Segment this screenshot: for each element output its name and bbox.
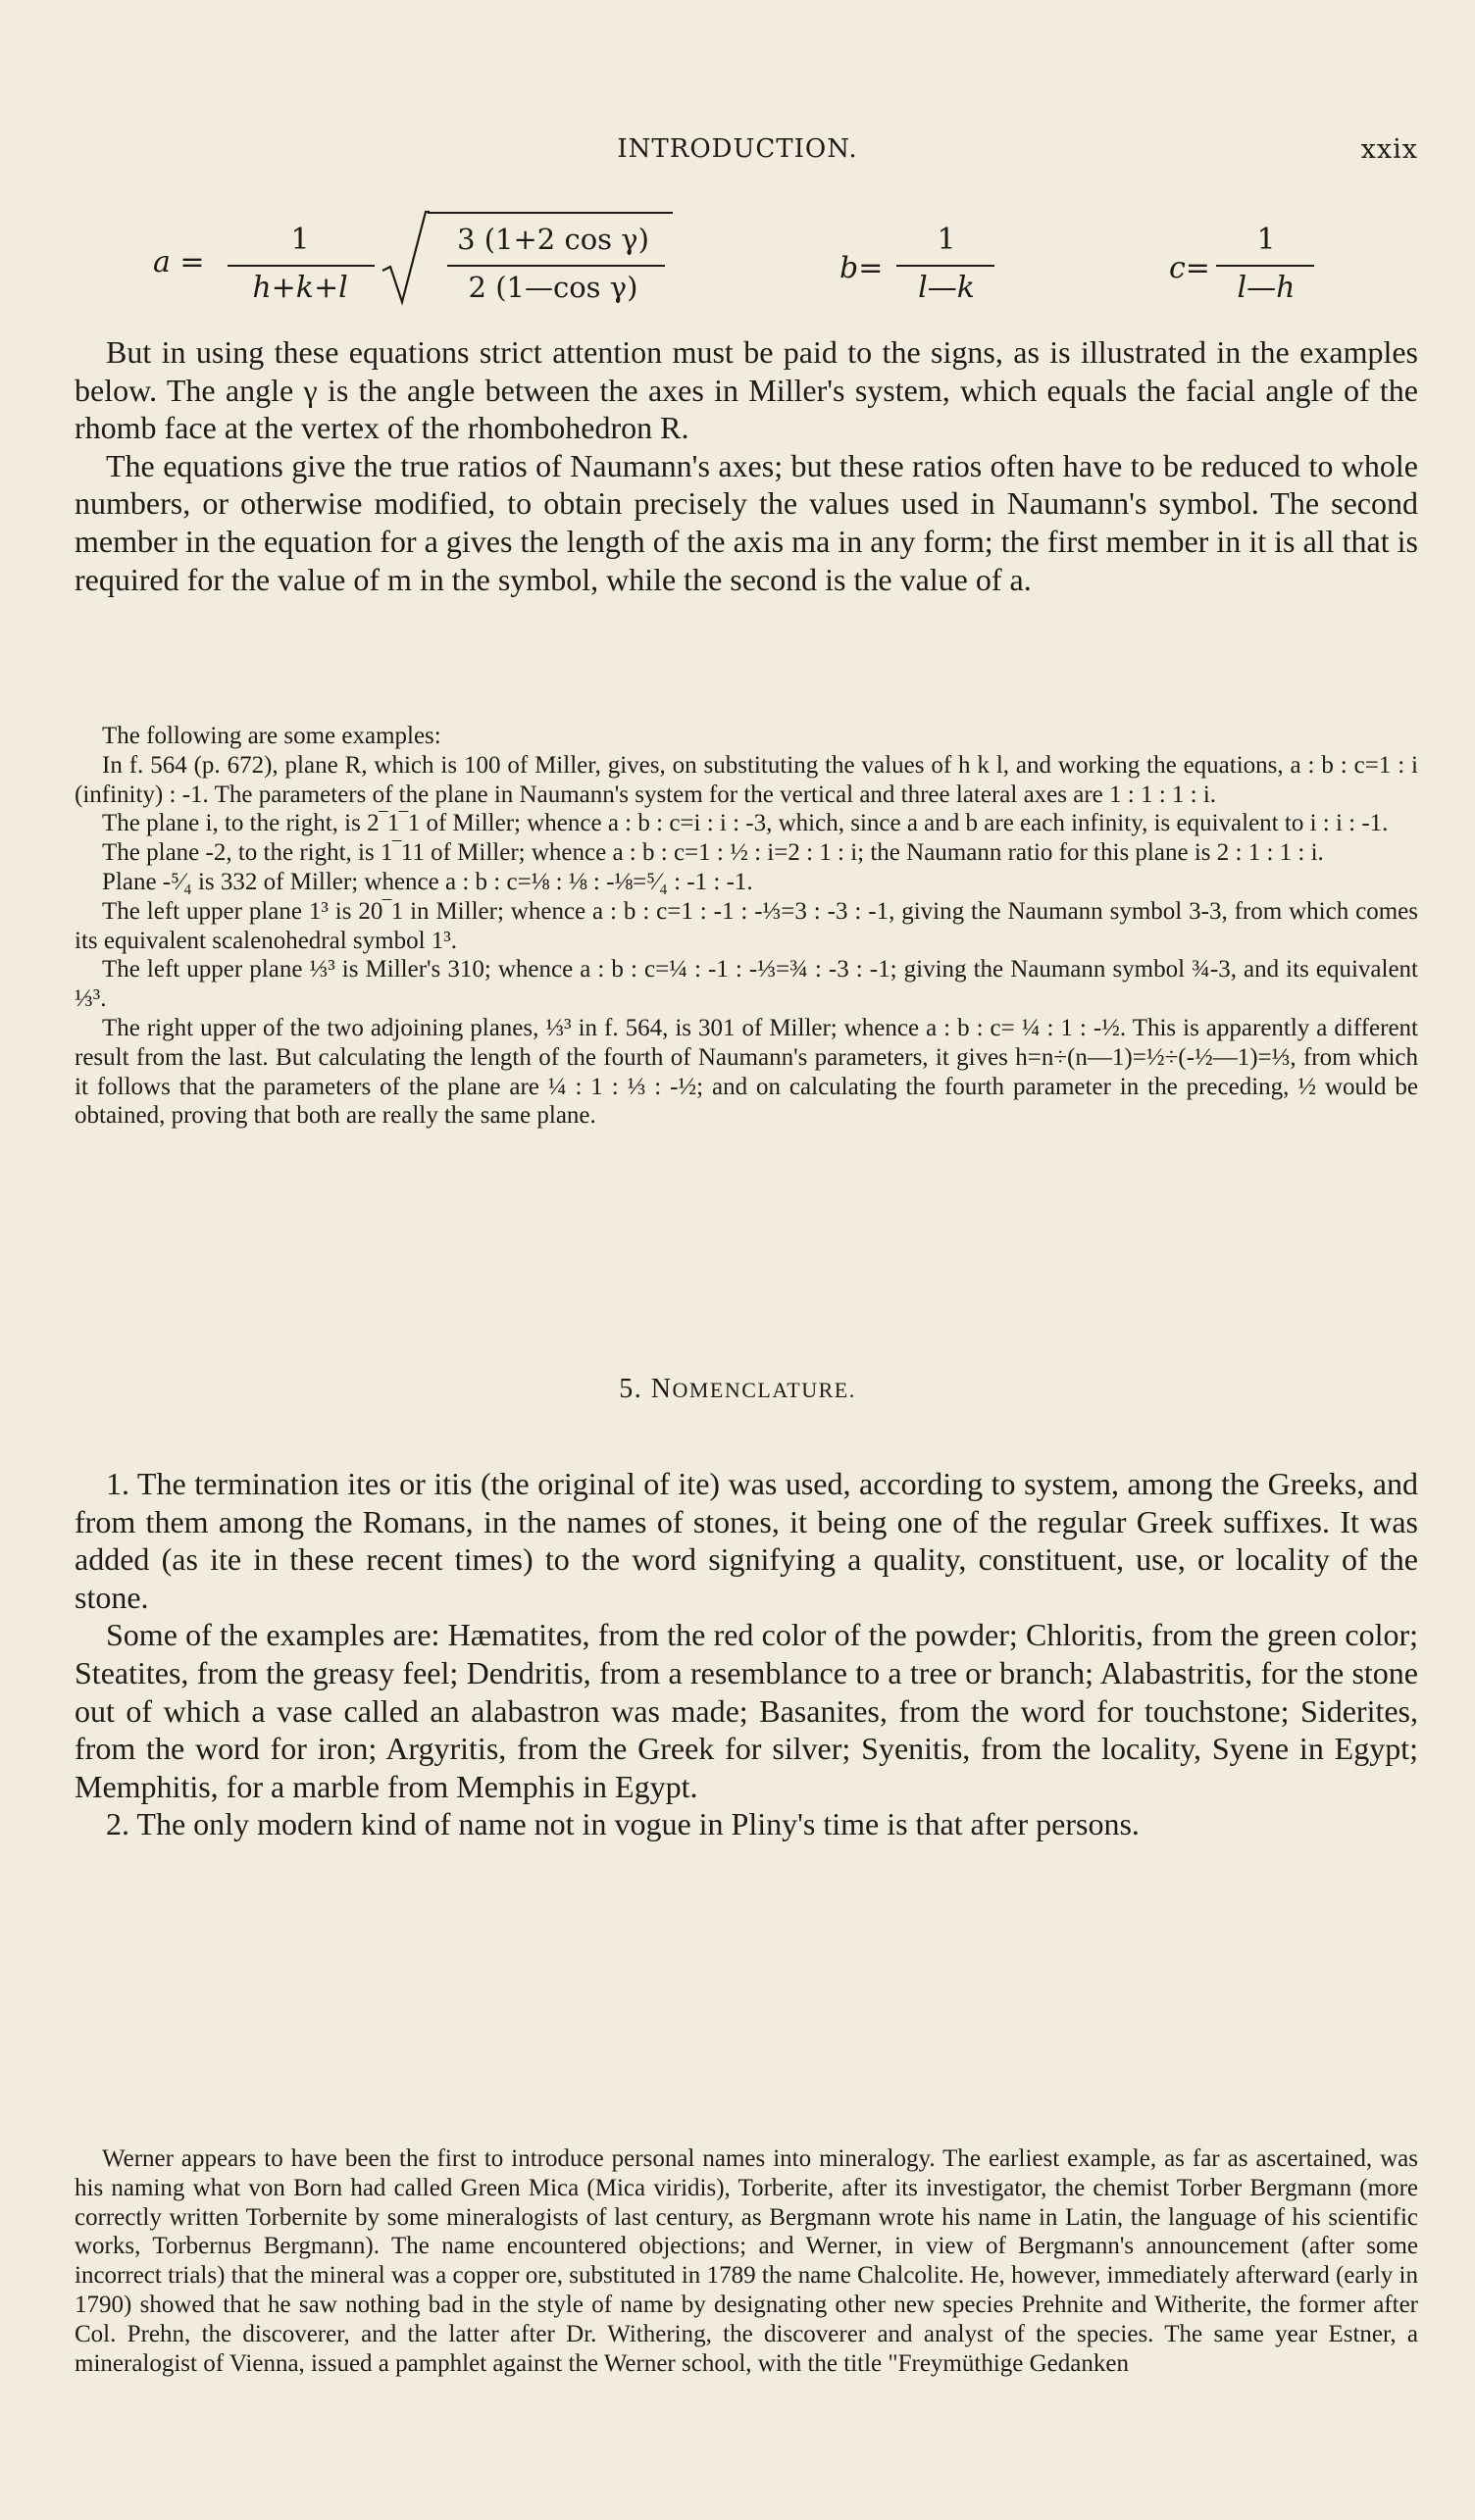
eq-c-numerator: 1 [1256, 223, 1276, 257]
eq-b-denominator: l—k [918, 271, 975, 305]
section-title-initial: N [650, 1374, 673, 1404]
examples-block [75, 722, 1418, 1131]
eq-b-numerator: 1 [937, 223, 956, 257]
intro-paragraph-1: But in using these equations strict attention must be paid to the signs, as is illustrated in the examples below. The angle γ is the angle between the axes in Miller's system, which equals the facial angle of the rhomb face at the vertex of the rhombohedron R. [75, 334, 1418, 446]
eq-a-fraction-bar [228, 265, 375, 267]
example-paragraph: The left upper plane 1³ is 20‾1 in Miller; whence a : b : c=1 : -1 : -⅓=3 : -3 : -1, giving the Naumann symbol 3-3, from which comes its equivalent scalenohedral symbol 1³. [75, 897, 1418, 954]
example-paragraph: The left upper plane ⅓³ is Miller's 310; whence a : b : c=¼ : -1 : -⅓=¾ : -3 : -1; giving the Naumann symbol ¾-3, and its equivalent ⅓³. [75, 956, 1418, 1013]
radical-sign-icon [381, 210, 430, 308]
nomenclature-text-block [75, 1465, 1418, 1843]
eq-a-root-numerator: 3 (1+2 cos γ) [457, 223, 649, 256]
werner-footnote-block [75, 2144, 1418, 2378]
intro-text-block [75, 333, 1418, 598]
eq-a-numerator: 1 [290, 223, 310, 257]
example-paragraph: The plane i, to the right, is 2‾1‾1 of Miller; whence a : b : c=i : i : -3, which, since a and b are each infinity, is equivalent to i : i : -1. [102, 810, 1389, 837]
eq-b-fraction-bar [896, 265, 994, 267]
nomenclature-paragraph-2: Some of the examples are: Hæmatites, from the red color of the powder; Chloritis, from the green color; Steatites, from the greasy feel; Dendritis, from a resemblance to a tree or branch; Alabastritis, for the stone out of which a vase called an alabastron was made; Basanites, from the word for touchstone; Siderites, from the word for iron; Argyritis, from the Greek for silver; Syenitis, from the locality, Syene in Egypt; Memphitis, for a marble from Memphis in Egypt. [75, 1617, 1418, 1804]
section-number: 5. [619, 1374, 643, 1404]
eq-a-lhs: a = [153, 245, 205, 279]
eq-a-root-denominator: 2 (1—cos γ) [468, 271, 638, 304]
eq-c-lhs: c= [1169, 251, 1210, 285]
running-header-title: INTRODUCTION. [617, 134, 858, 164]
example-paragraph: The plane -2, to the right, is 1‾11 of Miller; whence a : b : c=1 : ½ : i=2 : 1 : i; the Naumann ratio for this plane is 2 : 1 : 1 : i. [102, 839, 1324, 867]
section-title-rest: OMENCLATURE. [672, 1378, 856, 1402]
page-number: xxix [1360, 134, 1418, 165]
intro-paragraph-2: The equations give the true ratios of Naumann's axes; but these ratios often have to be reduced to whole numbers, or otherwise modified, to obtain precisely the values used in Naumann's symbol. The second member in the equation for a gives the length of the axis ma in any form; the first member in it is all that is required for the value of m in the symbol, while the second is the value of a. [75, 447, 1418, 597]
radical-overline [428, 212, 673, 214]
examples-intro: The following are some examples: [102, 723, 441, 749]
eq-a-root-bar [447, 265, 665, 267]
eq-c-fraction-bar [1216, 265, 1314, 267]
nomenclature-paragraph-1: 1. The termination ites or itis (the original of ite) was used, according to system, among the Greeks, and from them among the Romans, in the names of stones, it being one of the regular Greek suffixes. It was added (as ite in these recent times) to the word signifying a quality, constituent, use, or locality of the stone. [75, 1466, 1418, 1615]
eq-b-lhs: b= [839, 251, 884, 285]
eq-c-denominator: l—h [1237, 271, 1296, 305]
eq-a-denominator: h+k+l [252, 271, 348, 305]
werner-paragraph: Werner appears to have been the first to introduce personal names into mineralogy. The earliest example, as far as ascertained, was his naming what von Born had called Green Mica (Mica viridis), Torberite, after its investigator, the chemist Torber Bergmann (more correctly written Torbernite by some mineralogists of last century, as Bergmann wrote his name in Latin, the language of his scientific works, Torbernus Bergmann). The name encountered objections; and Werner, in view of Bergmann's announcement (after some incorrect trials) that the mineral was a copper ore, substituted in 1789 the name Chalcolite. He, however, immediately afterward (early in 1790) showed that he saw nothing bad in the style of name by designating other new species Prehnite and Witherite, the former after Col. Prehn, the discoverer, and the latter after Dr. Withering, the discoverer and analyst of the species. The same year Estner, a mineralogist of Vienna, issued a pamphlet against the Werner school, with the title "Freymüthige Gedanken [75, 2145, 1418, 2377]
example-paragraph: The right upper of the two adjoining planes, ⅓³ in f. 564, is 301 of Miller; whence a : b : c= ¼ : 1 : -½. This is apparently a different result from the last. But calculating the length of the fourth of Naumann's parameters, it gives h=n÷(n—1)=½÷(-½—1)=⅓, from which it follows that the parameters of the plane are ¼ : 1 : ⅓ : -½; and on calculating the fourth parameter in the preceding, ½ would be obtained, proving that both are really the same plane. [75, 1014, 1418, 1130]
nomenclature-paragraph-3: 2. The only modern kind of name not in vogue in Pliny's time is that after persons. [106, 1806, 1140, 1842]
section-heading [0, 1374, 1475, 1405]
example-paragraph: In f. 564 (p. 672), plane R, which is 100 of Miller, gives, on substituting the values of h k l, and working the equations, a : b : c=1 : i (infinity) : -1. The parameters of the plane in Naumann's system for the vertical and three lateral axes are 1 : 1 : 1 : i. [75, 751, 1418, 808]
example-paragraph: Plane -⁵⁄₄ is 332 of Miller; whence a : b : c=⅛ : ⅛ : -⅛=⁵⁄₄ : -1 : -1. [102, 868, 753, 895]
